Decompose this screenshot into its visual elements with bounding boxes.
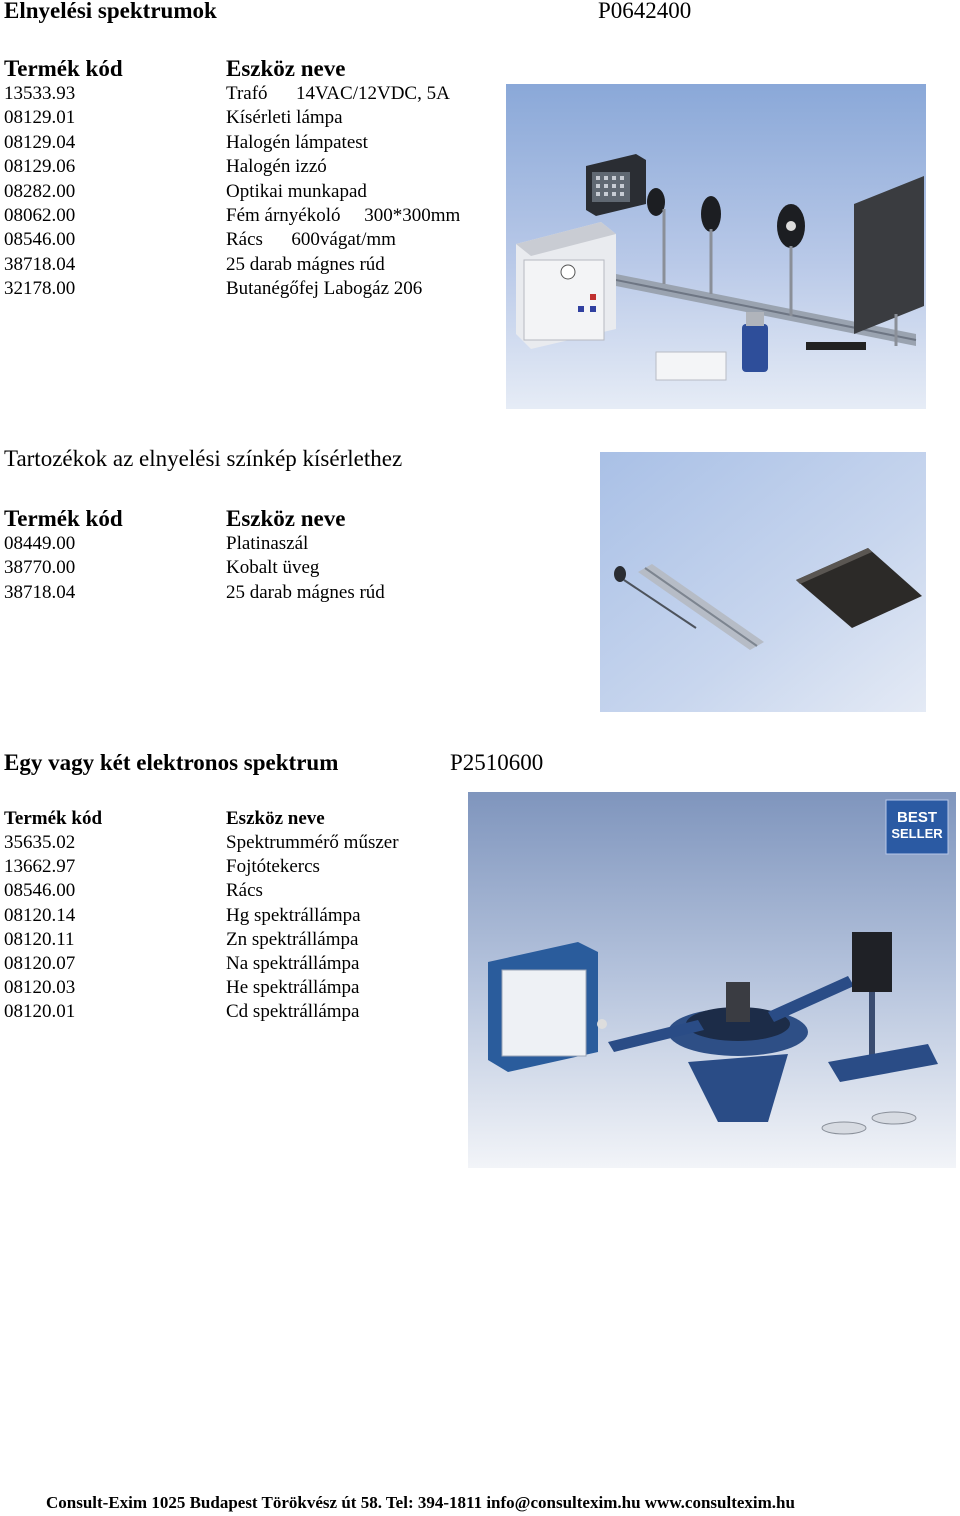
- section3-header-code: Termék kód: [4, 808, 103, 829]
- spectrometer-photo: [468, 792, 956, 1168]
- section1-code: P0642400: [598, 0, 692, 23]
- badge-line2: SELLER: [891, 826, 943, 841]
- section1-header-code: Termék kód: [4, 56, 123, 81]
- table-row: 08120.01 Cd spektrállámpa: [4, 1001, 360, 1023]
- section3-code: P2510600: [450, 750, 544, 775]
- page-footer: Consult-Exim 1025 Budapest Törökvész út 58. Tel: 394-1811 info@consultexim.hu www.consultexim.hu: [46, 1493, 795, 1512]
- table-row: 35635.02 Spektrummérő műszer: [4, 832, 399, 853]
- table-row: 38770.00 Kobalt üveg: [4, 557, 320, 579]
- section2-table: [0, 532, 500, 605]
- section3-header-name: Eszköz neve: [226, 808, 325, 829]
- section1-table: [0, 82, 500, 302]
- best-seller-badge: [886, 800, 948, 854]
- table-row: 08120.14 Hg spektrállámpa: [4, 904, 361, 926]
- table-row: 08546.00 Rács 600vágat/mm: [4, 229, 396, 251]
- accessories-photo: [600, 452, 926, 712]
- table-row: 08546.00 Rács: [4, 880, 263, 902]
- optical-bench-photo: [506, 84, 926, 409]
- table-row: 08449.00 Platinaszál: [4, 533, 309, 554]
- table-row: 08120.03 He spektrállámpa: [4, 977, 360, 999]
- table-row: 08282.00 Optikai munkapad: [4, 180, 367, 202]
- section3-table: [0, 831, 460, 1025]
- table-row: 13662.97 Fojtótekercs: [4, 856, 320, 878]
- section3-title: Egy vagy két elektronos spektrum: [4, 750, 339, 775]
- section1-header-name: Eszköz neve: [226, 56, 346, 81]
- section2-header-code: Termék kód: [4, 506, 123, 531]
- table-row: 08129.04 Halogén lámpatest: [4, 131, 368, 153]
- table-row: 08129.01 Kísérleti lámpa: [4, 107, 343, 129]
- table-row: 38718.04 25 darab mágnes rúd: [4, 581, 385, 603]
- table-row: 08120.07 Na spektrállámpa: [4, 952, 360, 974]
- section1-title: Elnyelési spektrumok: [4, 0, 217, 23]
- table-row: 38718.04 25 darab mágnes rúd: [4, 253, 385, 275]
- badge-line1: BEST: [896, 809, 937, 826]
- section2-header-name: Eszköz neve: [226, 506, 346, 531]
- table-row: 08129.06 Halogén izzó: [4, 156, 327, 178]
- table-row: 32178.00 Butanégőfej Labogáz 206: [4, 278, 423, 300]
- table-row: 08120.11 Zn spektrállámpa: [4, 928, 359, 950]
- table-row: 08062.00 Fém árnyékoló 300*300mm: [4, 204, 461, 226]
- section2-title: Tartozékok az elnyelési színkép kísérlethez: [4, 446, 403, 471]
- table-row: 13533.93 Trafó 14VAC/12VDC, 5A: [4, 83, 450, 104]
